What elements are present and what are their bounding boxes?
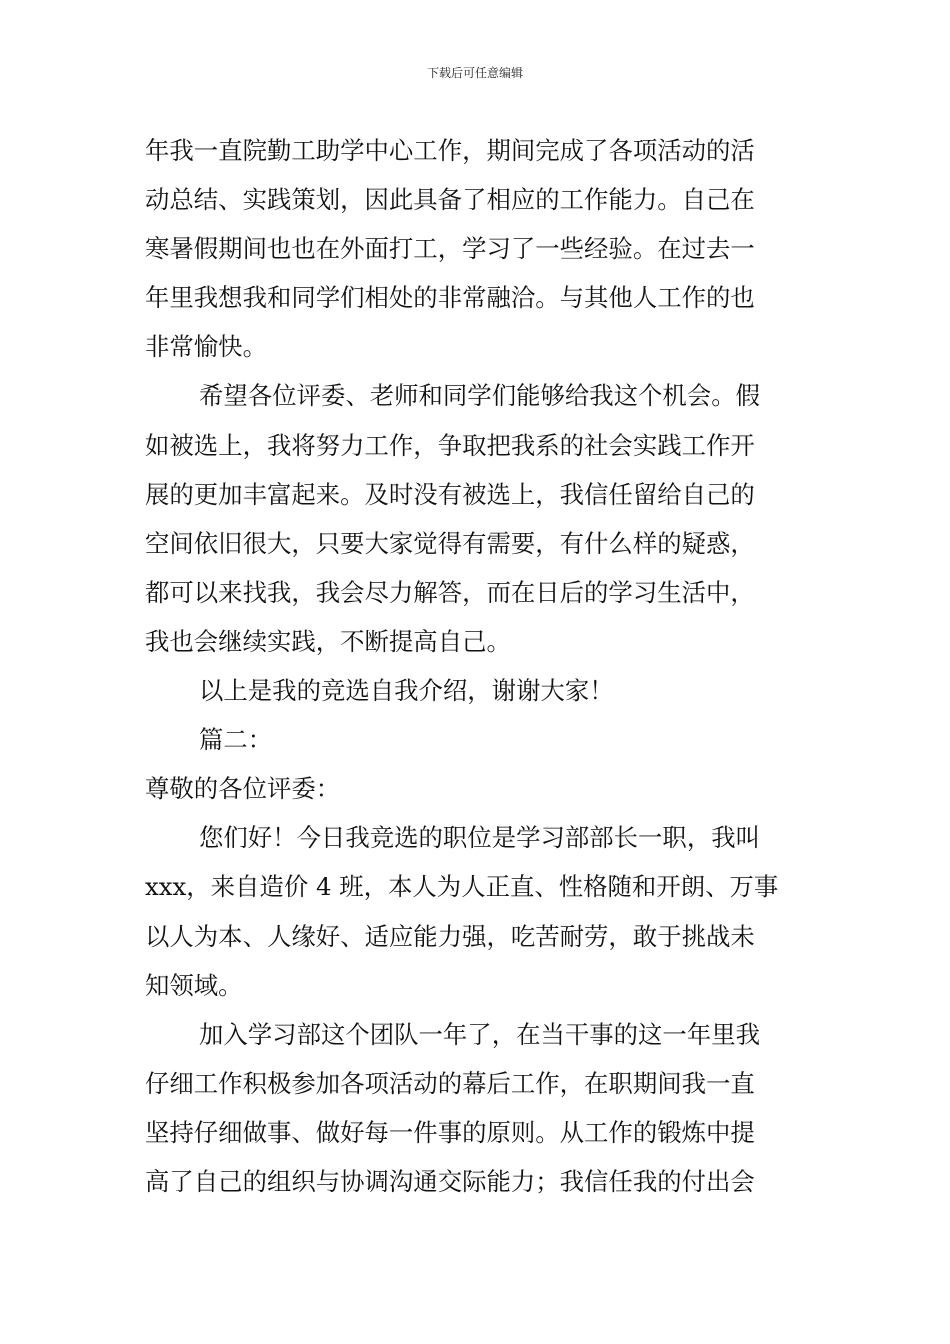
paragraph-first-line: 希望各位评委、老师和同学们能够给我这个机会。假 xyxy=(199,381,760,411)
page-header: 下载后可任意编辑 xyxy=(426,66,523,80)
text-line: 以人为本、人缘好、适应能力强，吃苦耐劳，敢于挑战未 xyxy=(145,921,755,951)
text-line: 仔细工作积极参加各项活动的幕后工作，在职期间我一直 xyxy=(145,1068,755,1098)
text-line: 都可以来找我，我会尽力解答，而在日后的学习生活中， xyxy=(145,577,755,607)
text-line: 非常愉快。 xyxy=(145,332,267,362)
text-line: 我也会继续实践，不断提高自己。 xyxy=(145,626,511,656)
paragraph-first-line: 加入学习部这个团队一年了，在当干事的这一年里我 xyxy=(199,1019,760,1049)
section-heading: 篇二： xyxy=(199,725,273,755)
text-line: 坚持仔细做事、做好每一件事的原则。从工作的锻炼中提 xyxy=(145,1117,755,1147)
text-line: 动总结、实践策划，因此具备了相应的工作能力。自己在 xyxy=(145,185,755,215)
salutation: 尊敬的各位评委： xyxy=(145,774,341,804)
text-line: 高了自己的组织与协调沟通交际能力；我信任我的付出会 xyxy=(145,1166,755,1196)
text-line: 知领域。 xyxy=(145,970,243,1000)
text-line: 年我一直院勤工助学中心工作，期间完成了各项活动的活 xyxy=(145,136,755,165)
text-line: 空间依旧很大，只要大家觉得有需要，有什么样的疑惑， xyxy=(145,528,755,558)
text-line: 如被选上，我将努力工作，争取把我系的社会实践工作开 xyxy=(145,430,755,460)
text-line: xxx，来自造价 4 班，本人为人正直、性格随和开朗、万事 xyxy=(145,872,779,902)
document-body xyxy=(145,126,810,1206)
paragraph-first-line: 您们好！今日我竞选的职位是学习部部长一职，我叫 xyxy=(199,823,760,853)
text-line: 展的更加丰富起来。及时没有被选上，我信任留给自己的 xyxy=(145,479,755,509)
closing-line: 以上是我的竞选自我介绍，谢谢大家！ xyxy=(199,676,614,706)
text-line: 年里我想我和同学们相处的非常融洽。与其他人工作的也 xyxy=(145,283,755,313)
text-line: 寒暑假期间也也在外面打工，学习了一些经验。在过去一 xyxy=(145,234,755,264)
